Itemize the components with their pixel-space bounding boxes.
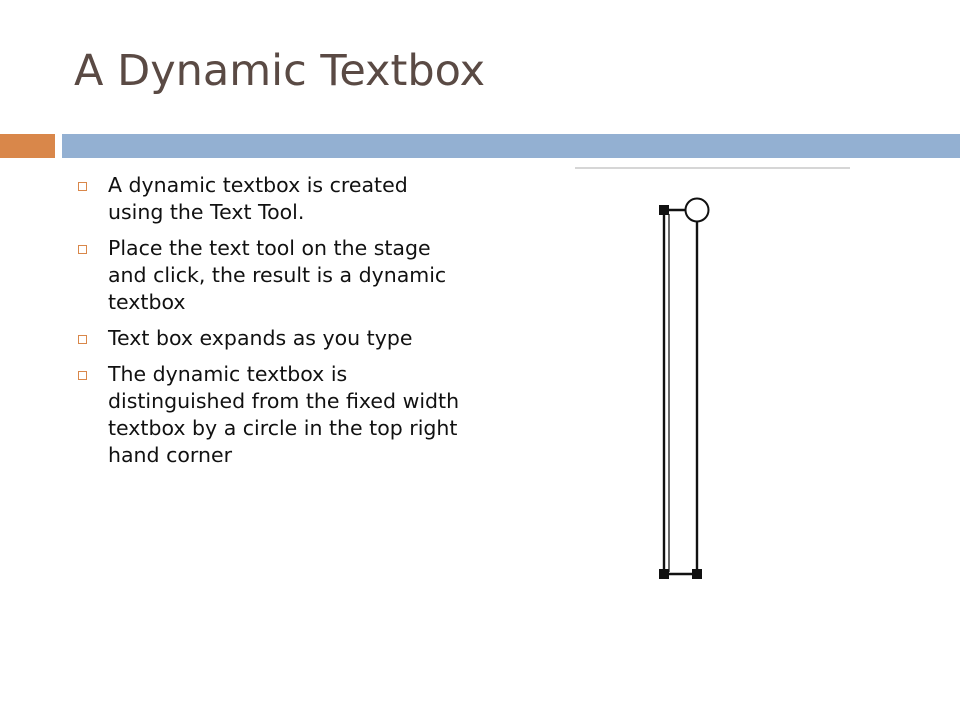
bullet-list	[76, 172, 466, 478]
corner-handle-icon	[659, 569, 669, 579]
square-bullet-icon	[78, 182, 87, 191]
bullet-item	[76, 235, 466, 316]
bullet-item	[76, 361, 466, 469]
bullet-item	[76, 172, 466, 226]
square-bullet-icon	[78, 335, 87, 344]
accent-bar-blue	[62, 134, 960, 158]
bullet-text: Place the text tool on the stage and click, the result is a dynamic textbox	[108, 236, 447, 314]
square-bullet-icon	[78, 371, 87, 380]
bullet-text: The dynamic textbox is distinguished from the fixed width textbox by a circle in the top right hand corner	[108, 362, 460, 467]
dynamic-textbox-illustration	[572, 164, 852, 604]
bullet-text: A dynamic textbox is created using the Text Tool.	[108, 173, 408, 224]
corner-handle-icon	[692, 569, 702, 579]
textbox-figure-svg	[572, 164, 852, 604]
resize-circle-icon	[686, 199, 709, 222]
bullet-item	[76, 325, 466, 352]
accent-bar-orange	[0, 134, 55, 158]
slide-title: A Dynamic Textbox	[74, 46, 486, 96]
square-bullet-icon	[78, 245, 87, 254]
corner-handle-icon	[659, 205, 669, 215]
bullet-text: Text box expands as you type	[108, 326, 413, 350]
